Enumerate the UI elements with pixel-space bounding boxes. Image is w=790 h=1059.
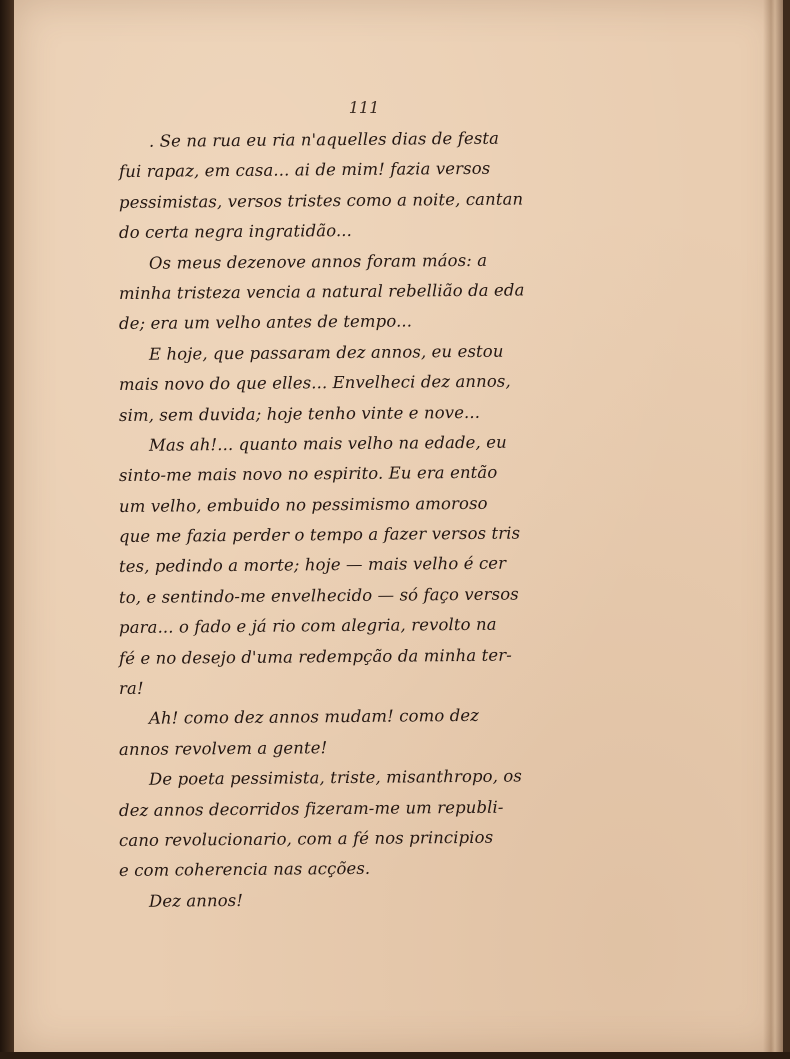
manuscript-line: Mas ah!... quanto mais velho na edade, eu xyxy=(148,432,507,455)
manuscript-line: sim, sem duvida; hoje tenho vinte e nove... xyxy=(118,402,481,425)
manuscript-line: cano revolucionario, com a fé nos principios xyxy=(118,827,494,850)
manuscript-page xyxy=(14,0,783,1052)
page-number: 111 xyxy=(348,98,380,117)
manuscript-line: e com coherencia nas acções. xyxy=(118,859,371,881)
manuscript-line: de; era um velho antes de tempo... xyxy=(118,311,413,334)
bottom-edge xyxy=(0,1052,790,1059)
manuscript-line: E hoje, que passaram dez annos, eu estou xyxy=(148,341,504,364)
manuscript-line: dez annos decorridos fizeram-me um republi- xyxy=(118,797,504,820)
manuscript-line: que me fazia perder o tempo a fazer versos tris xyxy=(118,523,521,547)
manuscript-line: minha tristeza vencia a natural rebellião da eda xyxy=(118,280,525,303)
manuscript-line: Dez annos! xyxy=(148,890,244,911)
manuscript-line: fé e no desejo d'uma redempção da minha ter- xyxy=(118,645,512,668)
manuscript-line: . Se na rua eu ria n'aquelles dias de festa xyxy=(148,128,500,151)
page-edge xyxy=(763,0,783,1052)
manuscript-text xyxy=(119,127,589,917)
manuscript-line: fui rapaz, em casa... ai de mim! fazia versos xyxy=(118,159,491,182)
manuscript-line: annos revolvem a gente! xyxy=(118,737,328,759)
manuscript-line: De poeta pessimista, triste, misanthropo, os xyxy=(148,766,523,789)
manuscript-line: tes, pedindo a morte; hoje — mais velho é cer xyxy=(118,554,507,577)
manuscript-line: ra! xyxy=(118,678,144,699)
manuscript-line: um velho, embuido no pessimismo amoroso xyxy=(118,493,488,516)
manuscript-line: Ah! como dez annos mudam! como dez xyxy=(148,706,480,729)
manuscript-line: sinto-me mais novo no espirito. Eu era então xyxy=(118,462,498,486)
manuscript-line: pessimistas, versos tristes como a noite, cantan xyxy=(118,189,524,212)
manuscript-line: para... o fado e já rio com alegria, revolto na xyxy=(118,614,497,638)
manuscript-line: do certa negra ingratidão... xyxy=(118,221,353,243)
manuscript-line: Os meus dezenove annos foram máos: a xyxy=(148,250,488,273)
binding-shadow xyxy=(0,0,14,1059)
manuscript-line: mais novo do que elles... Envelheci dez annos, xyxy=(118,371,511,395)
manuscript-line: to, e sentindo-me envelhecido — só faço versos xyxy=(118,584,519,607)
